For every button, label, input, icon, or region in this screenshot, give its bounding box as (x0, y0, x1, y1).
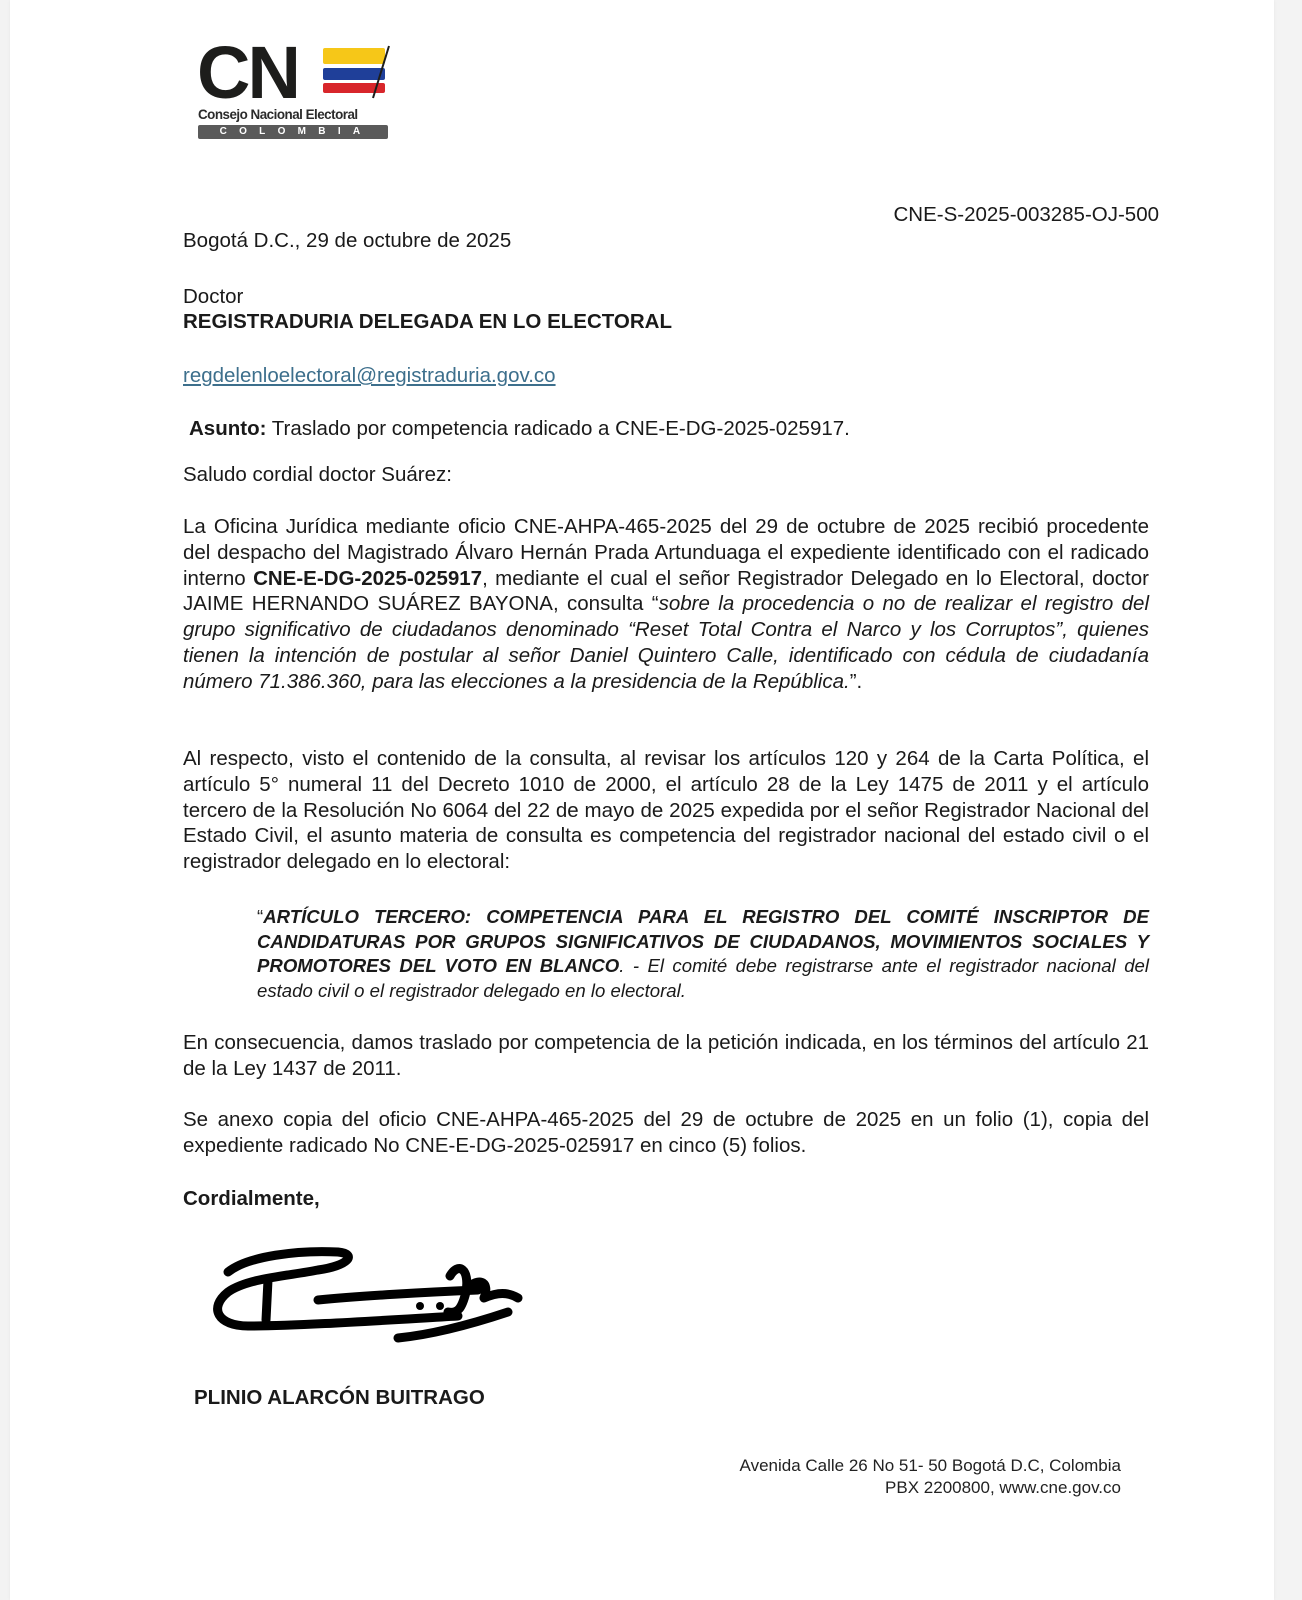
recipient-title: Doctor (183, 285, 244, 308)
greeting: Saludo cordial doctor Suárez: (183, 463, 452, 486)
subject-line (189, 416, 850, 442)
recipient-name: REGISTRADURIA DELEGADA EN LO ELECTORAL (183, 310, 672, 333)
radicado-ref: CNE-E-DG-2025-025917 (253, 566, 483, 590)
ballot-slash-icon (369, 44, 391, 100)
paragraph-4: Se anexo copia del oficio CNE-AHPA-465-2025 del 29 de octubre de 2025 en un folio (1), copia del expediente radicado No CNE-E-DG-2025-025917 en cinco (5) folios. (183, 1108, 1149, 1157)
article-heading: ARTÍCULO TERCERO: COMPETENCIA PARA EL REGISTRO DEL COMITÉ INSCRIPTOR DE CANDIDATURAS POR GRUPOS SIGNIFICATIVOS DE CIUDADANOS, MOVIMIENTOS SOCIALES Y PROMOTORES DEL VOTO EN BLANCO (257, 906, 1149, 976)
footer-contact: PBX 2200800, www.cne.gov.co (885, 1478, 1121, 1497)
consulta-quote: sobre la procedencia o no de realizar el registro del grupo significativo de ciudadanos denominado “Reset Total Contra el Narco y los Corruptos”, quienes tienen la intención de postular al señor Daniel Quintero Calle, identificado con cédula de ciudadanía número 71.386.360, para las elecciones a la presidencia de la República. (183, 592, 1149, 693)
reference-number: CNE-S-2025-003285-OJ-500 (893, 203, 1159, 226)
document-page (10, 0, 1274, 1600)
article-quote: “ARTÍCULO TERCERO: COMPETENCIA PARA EL REGISTRO DEL COMITÉ INSCRIPTOR DE CANDIDATURAS POR GRUPOS SIGNIFICATIVOS DE CIUDADANOS, MOVIMIENTOS SOCIALES Y PROMOTORES DEL VOTO EN BLANCO. - El comité debe registrarse ante el registrador nacional del estado civil o el registrador delegado en lo electoral. (257, 906, 1150, 1001)
place-date: Bogotá D.C., 29 de octubre de 2025 (183, 229, 512, 252)
logo-cn-text: CN (197, 31, 298, 114)
paragraph-3: En consecuencia, damos traslado por competencia de la petición indicada, en los términos del artículo 21 de la Ley 1437 de 2011. (183, 1031, 1149, 1080)
footer-address: Avenida Calle 26 No 51- 50 Bogotá D.C, Colombia (739, 1456, 1121, 1475)
closing: Cordialmente, (183, 1187, 320, 1210)
signatory-name: PLINIO ALARCÓN BUITRAGO (194, 1386, 485, 1409)
logo-country: COLOMBIA (198, 125, 388, 139)
signature-image (208, 1242, 538, 1352)
logo-org-name: Consejo Nacional Electoral (198, 107, 358, 122)
recipient-email-link[interactable]: regdelenloelectoral@registraduria.gov.co (183, 364, 556, 387)
paragraph-2: Al respecto, visto el contenido de la consulta, al revisar los artículos 120 y 264 de la Carta Política, el artículo 5° numeral 11 del Decreto 1010 de 2000, el artículo 28 de la Ley 1475 de 2011 y el artículo tercero de la Resolución No 6064 del 22 de mayo de 2025 expedida por el señor Registrador Nacional del Estado Civil, el asunto materia de consulta es competencia del registrador nacional del estado civil o el registrador delegado en lo electoral: (183, 747, 1149, 874)
paragraph-1: La Oficina Jurídica mediante oficio CNE-AHPA-465-2025 del 29 de octubre de 2025 recibió procedente del despacho del Magistrado Álvaro Hernán Prada Artunduaga el expediente identificado con el radicado interno CNE-E-DG-2025-025917, mediante el cual el señor Registrador Delegado en lo Electoral, doctor JAIME HERNANDO SUÁREZ BAYONA, consulta “sobre la procedencia o no de realizar el registro del grupo significativo de ciudadanos denominado “Reset Total Contra el Narco y los Corruptos”, quienes tienen la intención de postular al señor Daniel Quintero Calle, identificado con cédula de ciudadanía número 71.386.360, para las elecciones a la presidencia de la República.”. (183, 515, 1149, 693)
subject-label: Asunto: (189, 417, 267, 440)
subject-text: Traslado por competencia radicado a CNE-E-DG-2025-025917. (271, 417, 850, 440)
cne-logo (197, 31, 392, 142)
